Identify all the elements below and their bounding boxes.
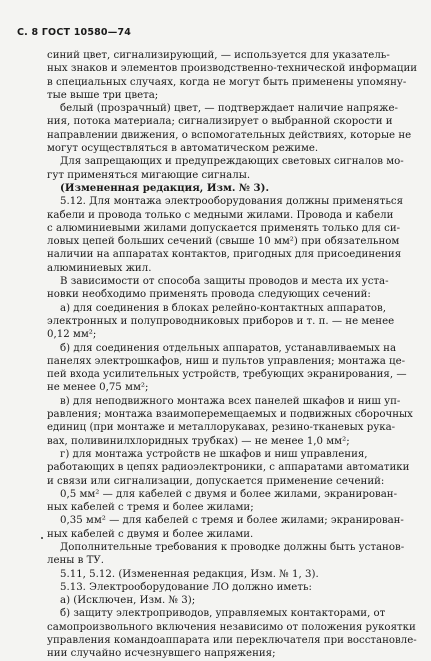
text-line: б) защиту электроприводов, управляемых контакторами, от	[60, 608, 386, 620]
text-line: а) для соединения в блоках релейно-контактных аппаратов,	[60, 302, 386, 314]
text-line: единиц (при монтаже и металлорукавах, резино-тканевых рука-	[47, 422, 396, 434]
text-line: панелях электрошкафов, ниш и пультов управления; монтажа це-	[47, 355, 406, 367]
text-line: 5.13. Электрооборудование ЛО должно иметь:	[60, 581, 312, 593]
text-line: ловых цепей больших сечений (свыше 10 мм²) при обязательном	[47, 236, 400, 248]
text-line: ных знаков и элементов производственно-технической информации	[47, 63, 418, 75]
text-line: ных кабелей с тремя и более жилами;	[47, 502, 254, 514]
text-line: в специальных случаях, когда не могут быть применены упомяну-	[47, 76, 407, 88]
text-line: направлении движения, о вспомогательных действиях, которые не	[47, 129, 412, 141]
page-header: С. 8 ГОСТ 10580—74	[17, 27, 132, 38]
text-line: 0,12 мм²;	[47, 329, 97, 341]
text-line: 5.12. Для монтажа электрооборудования должны применяться	[60, 196, 404, 208]
text-line: вах, поливинилхлоридных трубках) — не менее 1,0 мм²;	[47, 435, 350, 447]
text-line: нии случайно исчезнувшего напряжения;	[47, 648, 276, 660]
text-line: лены в ТУ.	[47, 555, 105, 567]
text-line: могут осуществляться в автоматическом режиме.	[47, 143, 319, 155]
text-line: наличии на аппаратах контактов, пригодных для присоединения	[47, 249, 402, 261]
text-line: равления; монтажа взаимоперемещаемых и подвижных сборочных	[47, 409, 413, 421]
text-line: Дополнительные требования к проводке должны быть установ-	[60, 541, 405, 553]
text-line: ных кабелей с двумя и более жилами.	[47, 528, 254, 540]
text-line: белый (прозрачный) цвет, — подтверждает наличие напряже-	[60, 103, 398, 115]
text-line: управления командоаппарата или переключателя при восстановле-	[47, 635, 417, 647]
margin-mark	[41, 537, 43, 539]
text-line: самопроизвольного включения независимо от положения рукоятки	[47, 621, 416, 633]
text-line: 0,35 мм² — для кабелей с тремя и более жилами; экранирован-	[60, 515, 404, 527]
text-line: б) для соединения отдельных аппаратов, устанавливаемых на	[60, 342, 397, 354]
text-line: 0,5 мм² — для кабелей с двумя и более жилами, экранирован-	[60, 488, 398, 500]
text-line: гут применяться мигающие сигналы.	[47, 169, 251, 181]
text-line: В зависимости от способа защиты проводов и места их уста-	[60, 276, 389, 288]
text-line: синий цвет, сигнализирующий, — используется для указатель-	[47, 50, 390, 61]
text-line: пей входа усилительных устройств, требующих экранирования, —	[47, 369, 407, 381]
text-line: г) для монтажа устройств не шкафов и ниш управления,	[60, 448, 368, 460]
text-line: а) (Исключен, Изм. № 3);	[60, 595, 196, 607]
text-line: алюминиевых жил.	[47, 262, 152, 274]
text-line: и связи или сигнализации, допускается применение сечений:	[47, 475, 385, 487]
text-line: не менее 0,75 мм²;	[47, 382, 149, 394]
text-line: с алюминиевыми жилами допускается применять только для си-	[47, 222, 401, 234]
text-line: Для запрещающих и предупреждающих световых сигналов мо-	[60, 156, 404, 168]
text-line: тые выше три цвета;	[47, 89, 159, 101]
text-line: работающих в цепях радиоэлектроники, с аппаратами автоматики	[47, 462, 410, 474]
text-line: в) для неподвижного монтажа всех панелей шкафов и ниш уп-	[60, 395, 401, 407]
text-line: ния, потока материала; сигнализирует о выбранной скорости и	[47, 116, 393, 128]
amendment-note: 5.11, 5.12. (Измененная редакция, Изм. № 1, 3).	[60, 568, 319, 580]
text-line: электронных и полупроводниковых приборов и т. п. — не менее	[47, 315, 395, 327]
body-text	[47, 49, 418, 661]
text-line: кабели и провода только с медными жилами. Провода и кабели	[47, 209, 394, 221]
amendment-note: (Измененная редакция, Изм. № 3).	[60, 181, 270, 194]
text-line: новки необходимо применять провода следующих сечений:	[47, 289, 371, 301]
